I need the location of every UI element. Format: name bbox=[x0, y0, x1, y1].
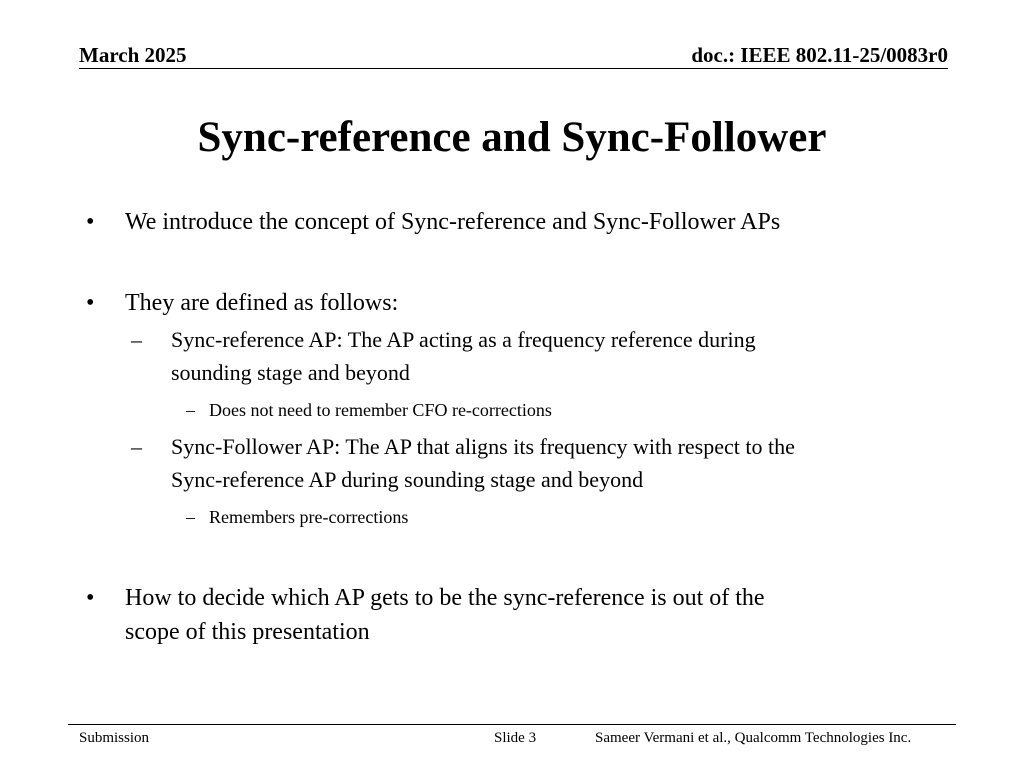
sub-bullet-2-line-1: Sync-Follower AP: The AP that aligns its frequency with respect to the bbox=[171, 434, 795, 459]
footer-submission: Submission bbox=[79, 730, 150, 746]
dash-marker: – bbox=[186, 400, 195, 420]
detail-2: Remembers pre-corrections bbox=[209, 507, 409, 527]
header-date: March 2025 bbox=[79, 43, 187, 67]
detail-1: Does not need to remember CFO re-corrections bbox=[209, 400, 552, 420]
header-divider bbox=[79, 68, 948, 69]
sub-bullet-1-line-1: Sync-reference AP: The AP acting as a frequency reference during bbox=[171, 327, 756, 352]
bullet-text-3-line-1: How to decide which AP gets to be the sync-reference is out of the bbox=[125, 585, 765, 611]
bullet-text-1: We introduce the concept of Sync-reference and Sync-Follower APs bbox=[125, 209, 781, 235]
dash-marker: – bbox=[131, 327, 142, 352]
bullet-marker: • bbox=[86, 290, 95, 316]
dash-marker: – bbox=[131, 434, 142, 459]
bullet-marker: • bbox=[86, 585, 95, 611]
bullet-text-3-line-2: scope of this presentation bbox=[125, 619, 370, 645]
header-doc-id: doc.: IEEE 802.11-25/0083r0 bbox=[691, 43, 948, 67]
slide-title: Sync-reference and Sync-Follower bbox=[197, 114, 827, 161]
sub-bullet-2-line-2: Sync-reference AP during sounding stage and beyond bbox=[171, 467, 644, 492]
sub-bullet-1-line-2: sounding stage and beyond bbox=[171, 360, 410, 385]
footer-author: Sameer Vermani et al., Qualcomm Technologies Inc. bbox=[595, 730, 912, 746]
footer-divider bbox=[68, 724, 956, 725]
dash-marker: – bbox=[186, 507, 195, 527]
footer-slide-number: Slide 3 bbox=[494, 730, 537, 746]
bullet-marker: • bbox=[86, 209, 95, 235]
bullet-text-2: They are defined as follows: bbox=[125, 290, 399, 316]
